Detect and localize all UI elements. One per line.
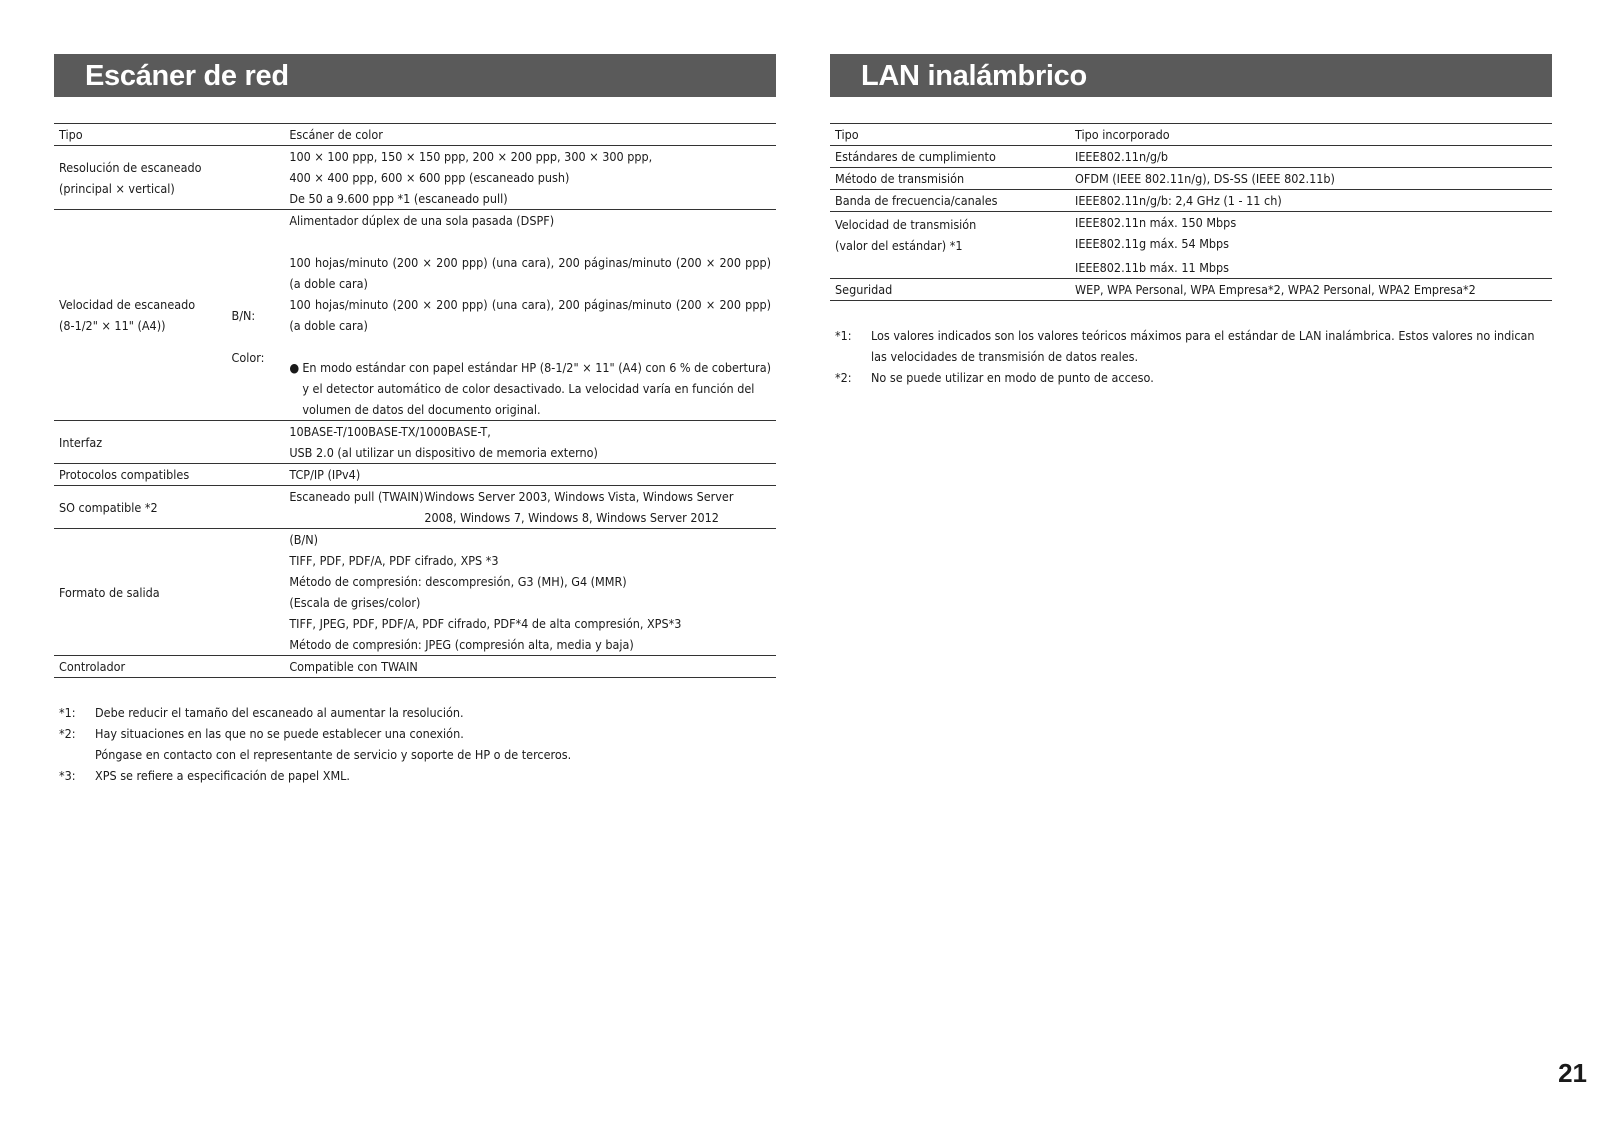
spec-label-protocolos: Protocolos compatibles xyxy=(54,464,284,486)
table-row xyxy=(54,421,776,464)
table-row xyxy=(830,279,1552,301)
wireless-lan-section xyxy=(830,54,1552,388)
footnote: *2: Hay situaciones en las que no se puede establecer una conexión. xyxy=(59,726,464,741)
footnotes-network-scanner xyxy=(54,702,776,786)
footnote: *1: Los valores indicados son los valores teóricos máximos para el estándar de LAN inalámbrica. Estos valores no indican las velocidades de transmisión de datos reales. xyxy=(835,328,1535,364)
footnote: *2: No se puede utilizar en modo de punto de acceso. xyxy=(835,370,1154,385)
footnotes-wireless-lan xyxy=(830,325,1552,388)
spec-value-protocolos: TCP/IP (IPv4) xyxy=(284,464,776,486)
table-row xyxy=(54,656,776,678)
bullet-note: ● En modo estándar con papel estándar HP (8-1/2" × 11" (A4) con 6 % de cobertura) xyxy=(289,357,771,378)
table-row xyxy=(830,146,1552,168)
spec-value-so: Escaneado pull (TWAIN) Windows Server 2003, Windows Vista, Windows Server 2008, Windows 7, Windows 8, Windows Server 2012 xyxy=(284,486,776,529)
table-row xyxy=(830,168,1552,190)
spec-sublabels-velocidad: B/N: Color: xyxy=(227,210,285,421)
spec-value: IEEE802.11n/g/b xyxy=(1070,146,1552,168)
section-title-wireless-lan: LAN inalámbrico xyxy=(830,54,1552,97)
spec-value: OFDM (IEEE 802.11n/g), DS-SS (IEEE 802.11b) xyxy=(1070,168,1552,190)
spec-label-interfaz: Interfaz xyxy=(54,421,284,464)
spec-value-formato: (B/N) TIFF, PDF, PDF/A, PDF cifrado, XPS *3 Método de compresión: descompresión, G3 (MH), G4 (MMR) (Escala de grises/color) TIFF, JPEG, PDF, PDF/A, PDF cifrado, PDF*4 de alta compresión, XPS*3 Método de compresión: JPEG (compresión alta, media y baja) xyxy=(284,529,776,656)
table-row xyxy=(54,464,776,486)
spec-label-velocidad-transmision: Velocidad de transmisión (valor del estándar) *1 xyxy=(830,212,1070,279)
spec-value: Tipo incorporado xyxy=(1070,124,1552,146)
table-row xyxy=(54,529,776,656)
footnote: *3: XPS se refiere a especificación de papel XML. xyxy=(59,768,350,783)
table-row xyxy=(830,190,1552,212)
spec-value: IEEE802.11n/g/b: 2,4 GHz (1 - 11 ch) xyxy=(1070,190,1552,212)
table-row xyxy=(54,146,776,210)
spec-label-velocidad: Velocidad de escaneado (8-1/2" × 11" (A4)) xyxy=(54,210,227,421)
spec-label-tipo: Tipo xyxy=(54,124,284,146)
spec-value-velocidad-transmision: IEEE802.11n máx. 150 Mbps IEEE802.11g máx. 54 Mbps IEEE802.11b máx. 11 Mbps xyxy=(1070,212,1552,279)
spec-label-seguridad: Seguridad xyxy=(830,279,1070,301)
table-row xyxy=(830,124,1552,146)
spec-label-resolucion: Resolución de escaneado (principal × vertical) xyxy=(54,146,284,210)
footnote: Póngase en contacto con el representante de servicio y soporte de HP o de terceros. xyxy=(95,747,572,762)
spec-label: Tipo xyxy=(830,124,1070,146)
spec-label: Estándares de cumplimiento xyxy=(830,146,1070,168)
spec-label: Banda de frecuencia/canales xyxy=(830,190,1070,212)
table-row xyxy=(54,486,776,529)
network-scanner-section xyxy=(54,54,776,786)
page-number: 21 xyxy=(1558,1058,1587,1088)
spec-value-resolucion: 100 × 100 ppp, 150 × 150 ppp, 200 × 200 ppp, 300 × 300 ppp, 400 × 400 ppp, 600 × 600 ppp (escaneado push) De 50 a 9.600 ppp *1 (escaneado pull) xyxy=(284,146,776,210)
spec-label-formato: Formato de salida xyxy=(54,529,284,656)
spec-value-controlador: Compatible con TWAIN xyxy=(284,656,776,678)
spec-label-controlador: Controlador xyxy=(54,656,284,678)
spec-value-interfaz: 10BASE-T/100BASE-TX/1000BASE-T, USB 2.0 (al utilizar un dispositivo de memoria externo) xyxy=(284,421,776,464)
spec-value-tipo: Escáner de color xyxy=(284,124,776,146)
table-row xyxy=(54,124,776,146)
table-row xyxy=(54,210,776,421)
network-scanner-spec-table xyxy=(54,123,776,678)
table-row xyxy=(830,212,1552,279)
spec-label: Método de transmisión xyxy=(830,168,1070,190)
bullet-icon: ● xyxy=(289,360,300,375)
spec-value-seguridad: WEP, WPA Personal, WPA Empresa*2, WPA2 Personal, WPA2 Empresa*2 xyxy=(1070,279,1552,301)
spec-value-velocidad: Alimentador dúplex de una sola pasada (DSPF) 100 hojas/minuto (200 × 200 ppp) (una cara), 200 páginas/minuto (200 × 200 ppp) (a doble cara) 100 hojas/minuto (200 × 200 ppp) (una cara), 200 páginas/minuto (200 × 200 ppp) (a doble cara) ● En modo estándar con papel estándar HP (8-1/2" × 11" (A4) con 6 % de cobertura) y el detector automático de color desactivado. La velocidad varía en función del volumen de datos del documento original. xyxy=(284,210,776,421)
wireless-lan-spec-table xyxy=(830,123,1552,301)
footnote: *1: Debe reducir el tamaño del escaneado al aumentar la resolución. xyxy=(59,705,464,720)
section-title-network-scanner: Escáner de red xyxy=(54,54,776,97)
spec-label-so: SO compatible *2 xyxy=(54,486,284,529)
